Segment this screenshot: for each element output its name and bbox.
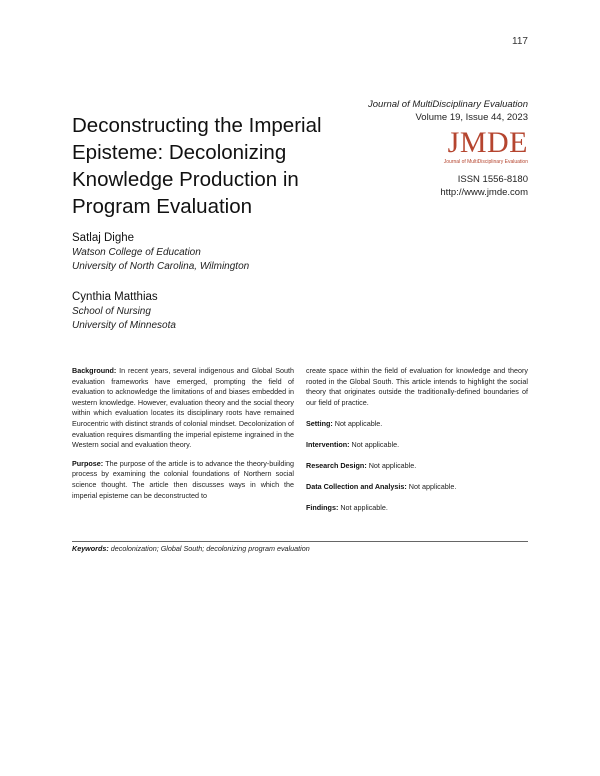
author-name: Satlaj Dighe xyxy=(72,232,135,244)
issn: ISSN 1556-8180 xyxy=(457,174,528,185)
logo-subtext: Journal of MultiDisciplinary Evaluation xyxy=(443,159,528,165)
journal-name: Journal of MultiDisciplinary Evaluation xyxy=(368,99,528,110)
author-affiliation: Watson College of Education xyxy=(72,246,201,258)
data-collection-text: Not applicable. xyxy=(406,482,457,492)
abstract-background xyxy=(72,366,294,451)
purpose-label: Purpose: xyxy=(72,458,104,468)
abstract-findings xyxy=(306,503,528,514)
abstract-setting xyxy=(306,419,528,430)
background-text: In recent years, several indigenous and Global South evaluation frameworks have emerged, prompting the field of evaluation to acknowledge the limitations of and biases embedded in western knowledge. However, evaluation theory and the social theory within which evaluation locates its disciplinary roots have remained Eurocentric with distinct strands of colonial mindset. Decolonization of evaluation requires dismantling the imperial episteme ingrained in the Western social and evaluation theory. xyxy=(72,366,294,450)
abstract-column-left xyxy=(72,366,294,524)
abstract-intervention xyxy=(306,440,528,451)
keywords-text: decolonization; Global South; decolonizing program evaluation xyxy=(108,544,310,553)
abstract-research-design xyxy=(306,461,528,472)
journal-logo xyxy=(368,128,528,165)
research-design-label: Research Design: xyxy=(306,461,367,471)
page-number: 117 xyxy=(512,36,528,47)
journal-info xyxy=(368,98,528,199)
intervention-label: Intervention: xyxy=(306,439,350,449)
setting-text: Not applicable. xyxy=(332,418,383,428)
keywords xyxy=(72,541,528,553)
volume-issue: Volume 19, Issue 44, 2023 xyxy=(415,112,528,123)
author-affiliation: School of Nursing xyxy=(72,305,151,317)
research-design-text: Not applicable. xyxy=(366,461,417,471)
setting-label: Setting: xyxy=(306,418,333,428)
author-block xyxy=(72,290,176,333)
findings-label: Findings: xyxy=(306,503,339,513)
abstract-purpose-continued: create space within the field of evaluation for knowledge and theory rooted in the Global South. This article intends to highlight the social theory that originates outside the traditionally-defined boundaries of our field of practice. xyxy=(306,366,528,407)
abstract-data-collection xyxy=(306,482,528,493)
journal-url[interactable]: http://www.jmde.com xyxy=(440,187,528,198)
abstract-column-right xyxy=(306,366,528,524)
logo-text: JMDE xyxy=(447,126,528,159)
author-name: Cynthia Matthias xyxy=(72,291,158,303)
background-label: Background: xyxy=(72,366,117,375)
intervention-text: Not applicable. xyxy=(349,439,400,449)
author-institution: University of North Carolina, Wilmington xyxy=(72,260,250,272)
abstract xyxy=(72,366,528,524)
author-block xyxy=(72,231,249,274)
data-collection-label: Data Collection and Analysis: xyxy=(306,482,407,492)
author-institution: University of Minnesota xyxy=(72,319,176,331)
abstract-purpose xyxy=(72,459,294,501)
keywords-label: Keywords: xyxy=(72,544,109,553)
paper-title: Deconstructing the Imperial Episteme: Decolonizing Knowledge Production in Program Evaluation xyxy=(72,114,322,218)
purpose-text: The purpose of the article is to advance the theory-building process by examining the colonial foundations of Northern social science thought. The article then discusses ways in which the imperial episteme can be deconstructed to xyxy=(72,458,294,500)
findings-text: Not applicable. xyxy=(338,503,388,513)
